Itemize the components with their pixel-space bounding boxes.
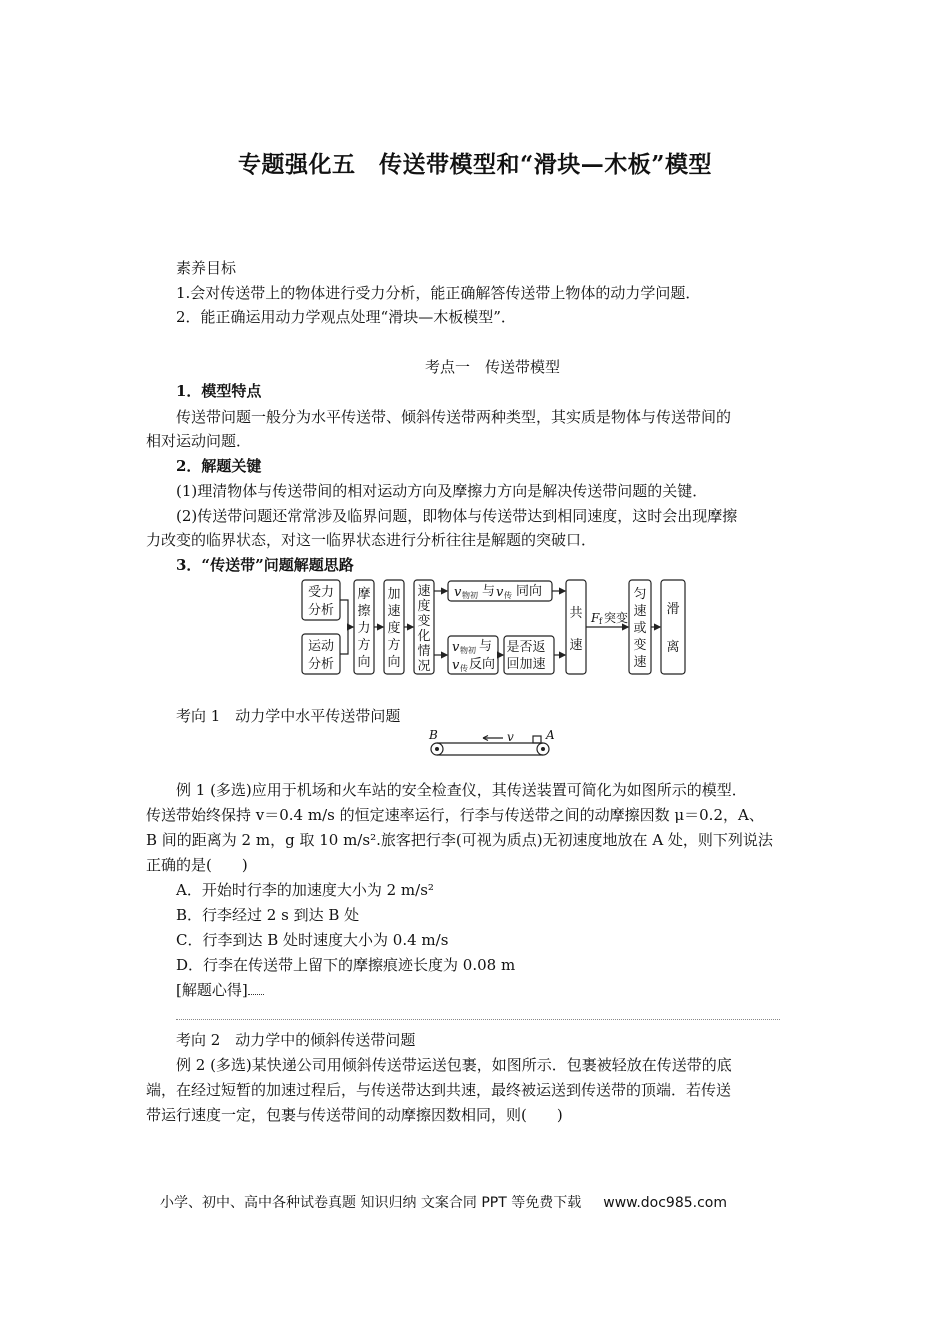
svg-text:摩: 摩 <box>357 587 371 602</box>
svg-text:速: 速 <box>387 604 401 619</box>
luggage-block <box>533 736 541 743</box>
svg-text:反向: 反向 <box>469 657 496 672</box>
example1-line2: 传送带始终保持 v＝0.4 m/s 的恒定速率运行，行李与传送带之间的动摩擦因数 μ＝0.2，A、 <box>146 806 764 824</box>
solution-flow-diagram <box>298 577 690 677</box>
svg-text:离: 离 <box>666 640 680 655</box>
example2-line1: 例 2 (多选)某快递公司用倾斜传送带运送包裹，如图所示．包裹被轻放在传送带的底 <box>176 1056 732 1074</box>
svg-text:变: 变 <box>417 614 431 629</box>
flow-box2-line2: 分析 <box>307 657 335 672</box>
option-B: B．行李经过 2 s 到达 B 处 <box>176 906 360 924</box>
svg-text:方: 方 <box>357 638 371 653</box>
svg-text:匀: 匀 <box>633 587 647 602</box>
example2-line2: 端，在经过短暂的加速过程后，与传送带达到共速，最终被运送到传送带的顶端．若传送 <box>146 1081 732 1099</box>
svg-text:共: 共 <box>569 606 583 621</box>
svg-text:突变: 突变 <box>604 611 629 625</box>
svg-text:f: f <box>599 617 602 626</box>
svg-text:速: 速 <box>633 655 647 670</box>
svg-text:度: 度 <box>387 621 401 636</box>
svg-text:滑: 滑 <box>666 602 680 617</box>
svg-text:度: 度 <box>417 599 431 614</box>
svg-text:向: 向 <box>387 655 401 670</box>
point1-title: 1．模型特点 <box>176 382 262 400</box>
example2-line3: 带运行速度一定，包裹与传送带间的动摩擦因数相同，则( ) <box>146 1106 563 1124</box>
svg-text:v: v <box>496 585 504 600</box>
svg-text:物初: 物初 <box>460 646 476 655</box>
svg-text:v: v <box>454 585 462 600</box>
page-footer <box>160 1192 727 1212</box>
svg-text:传: 传 <box>460 664 468 673</box>
svg-text:情: 情 <box>417 644 431 659</box>
option-D: D．行李在传送带上留下的摩擦痕迹长度为 0.08 m <box>176 956 516 974</box>
point1-line2: 相对运动问题． <box>146 432 252 450</box>
example1-line1: 例 1 (多选)应用于机场和火车站的安全检查仪，其传送装置可简化为如图所示的模型． <box>176 781 747 799</box>
svg-text:回加速: 回加速 <box>506 657 546 672</box>
point2-a: (1)理清物体与传送带间的相对运动方向及摩擦力方向是解决传送带问题的关键． <box>176 482 708 500</box>
flow-box2-line1: 运动 <box>307 639 335 654</box>
svg-text:同向: 同向 <box>516 584 543 599</box>
divider-line <box>176 1019 780 1020</box>
insight-label: [解题心得] <box>176 980 264 1000</box>
svg-text:物初: 物初 <box>462 591 478 600</box>
point2-title: 2．解题关键 <box>176 457 262 475</box>
svg-text:速: 速 <box>569 638 583 653</box>
flow-box1-line1: 受力 <box>307 585 335 600</box>
svg-text:F: F <box>591 611 600 625</box>
footer-url[interactable]: www.doc985.com <box>603 1195 727 1211</box>
fig-label-B: B <box>429 728 438 742</box>
svg-text:擦: 擦 <box>357 604 371 619</box>
fig-label-A: A <box>546 728 555 742</box>
page-title: 专题强化五 传送带模型和“滑块—木板”模型 <box>238 151 712 178</box>
svg-text:速: 速 <box>417 584 431 599</box>
example1-line3: B 间的距离为 2 m，g 取 10 m/s².旅客把行李(可视为质点)无初速度地放在 A 处，则下列说法 <box>146 831 773 849</box>
svg-text:或: 或 <box>633 621 647 636</box>
svg-text:传: 传 <box>504 591 512 600</box>
svg-text:向: 向 <box>357 655 371 670</box>
svg-text:变: 变 <box>633 638 647 653</box>
goal-item-1: 1.会对传送带上的物体进行受力分析，能正确解答传送带上物体的动力学问题． <box>176 284 701 302</box>
svg-text:力: 力 <box>357 621 371 636</box>
point1-line1: 传送带问题一般分为水平传送带、倾斜传送带两种类型，其实质是物体与传送带间的 <box>176 408 732 426</box>
point3-title: 3．“传送带”问题解题思路 <box>176 556 354 574</box>
svg-text:与: 与 <box>482 584 496 599</box>
horizontal-conveyor-figure <box>425 728 557 760</box>
goals-heading: 素养目标 <box>176 259 237 277</box>
svg-text:况: 况 <box>417 659 431 674</box>
fig-label-v: v <box>507 730 514 744</box>
option-A: A．开始时行李的加速度大小为 2 m/s² <box>176 881 434 899</box>
svg-text:方: 方 <box>387 638 401 653</box>
point2-b-line1: (2)传送带问题还常常涉及临界问题，即物体与传送带达到相同速度，这时会出现摩擦 <box>176 507 738 525</box>
svg-text:化: 化 <box>417 629 431 644</box>
section-heading: 考点一 传送带模型 <box>424 358 560 376</box>
svg-text:v: v <box>452 640 460 655</box>
svg-text:加: 加 <box>387 587 401 602</box>
svg-text:与: 与 <box>479 639 493 654</box>
svg-text:速: 速 <box>633 604 647 619</box>
example1-line4: 正确的是( ) <box>146 856 248 874</box>
point2-b-line2: 力改变的临界状态，对这一临界状态进行分析往往是解题的突破口． <box>146 531 597 549</box>
goal-item-2: 2．能正确运用动力学观点处理“滑块—木板模型”． <box>176 308 516 326</box>
option-C: C．行李到达 B 处时速度大小为 0.4 m/s <box>176 931 449 949</box>
flow-box1-line2: 分析 <box>307 603 335 618</box>
direction1-heading: 考向 1 动力学中水平传送带问题 <box>176 707 401 725</box>
footer-text: 小学、初中、高中各种试卷真题 知识归纳 文案合同 PPT 等免费下载 <box>160 1195 582 1211</box>
svg-text:v: v <box>452 658 460 673</box>
direction2-heading: 考向 2 动力学中的倾斜传送带问题 <box>176 1031 416 1049</box>
svg-text:是否返: 是否返 <box>506 640 546 655</box>
